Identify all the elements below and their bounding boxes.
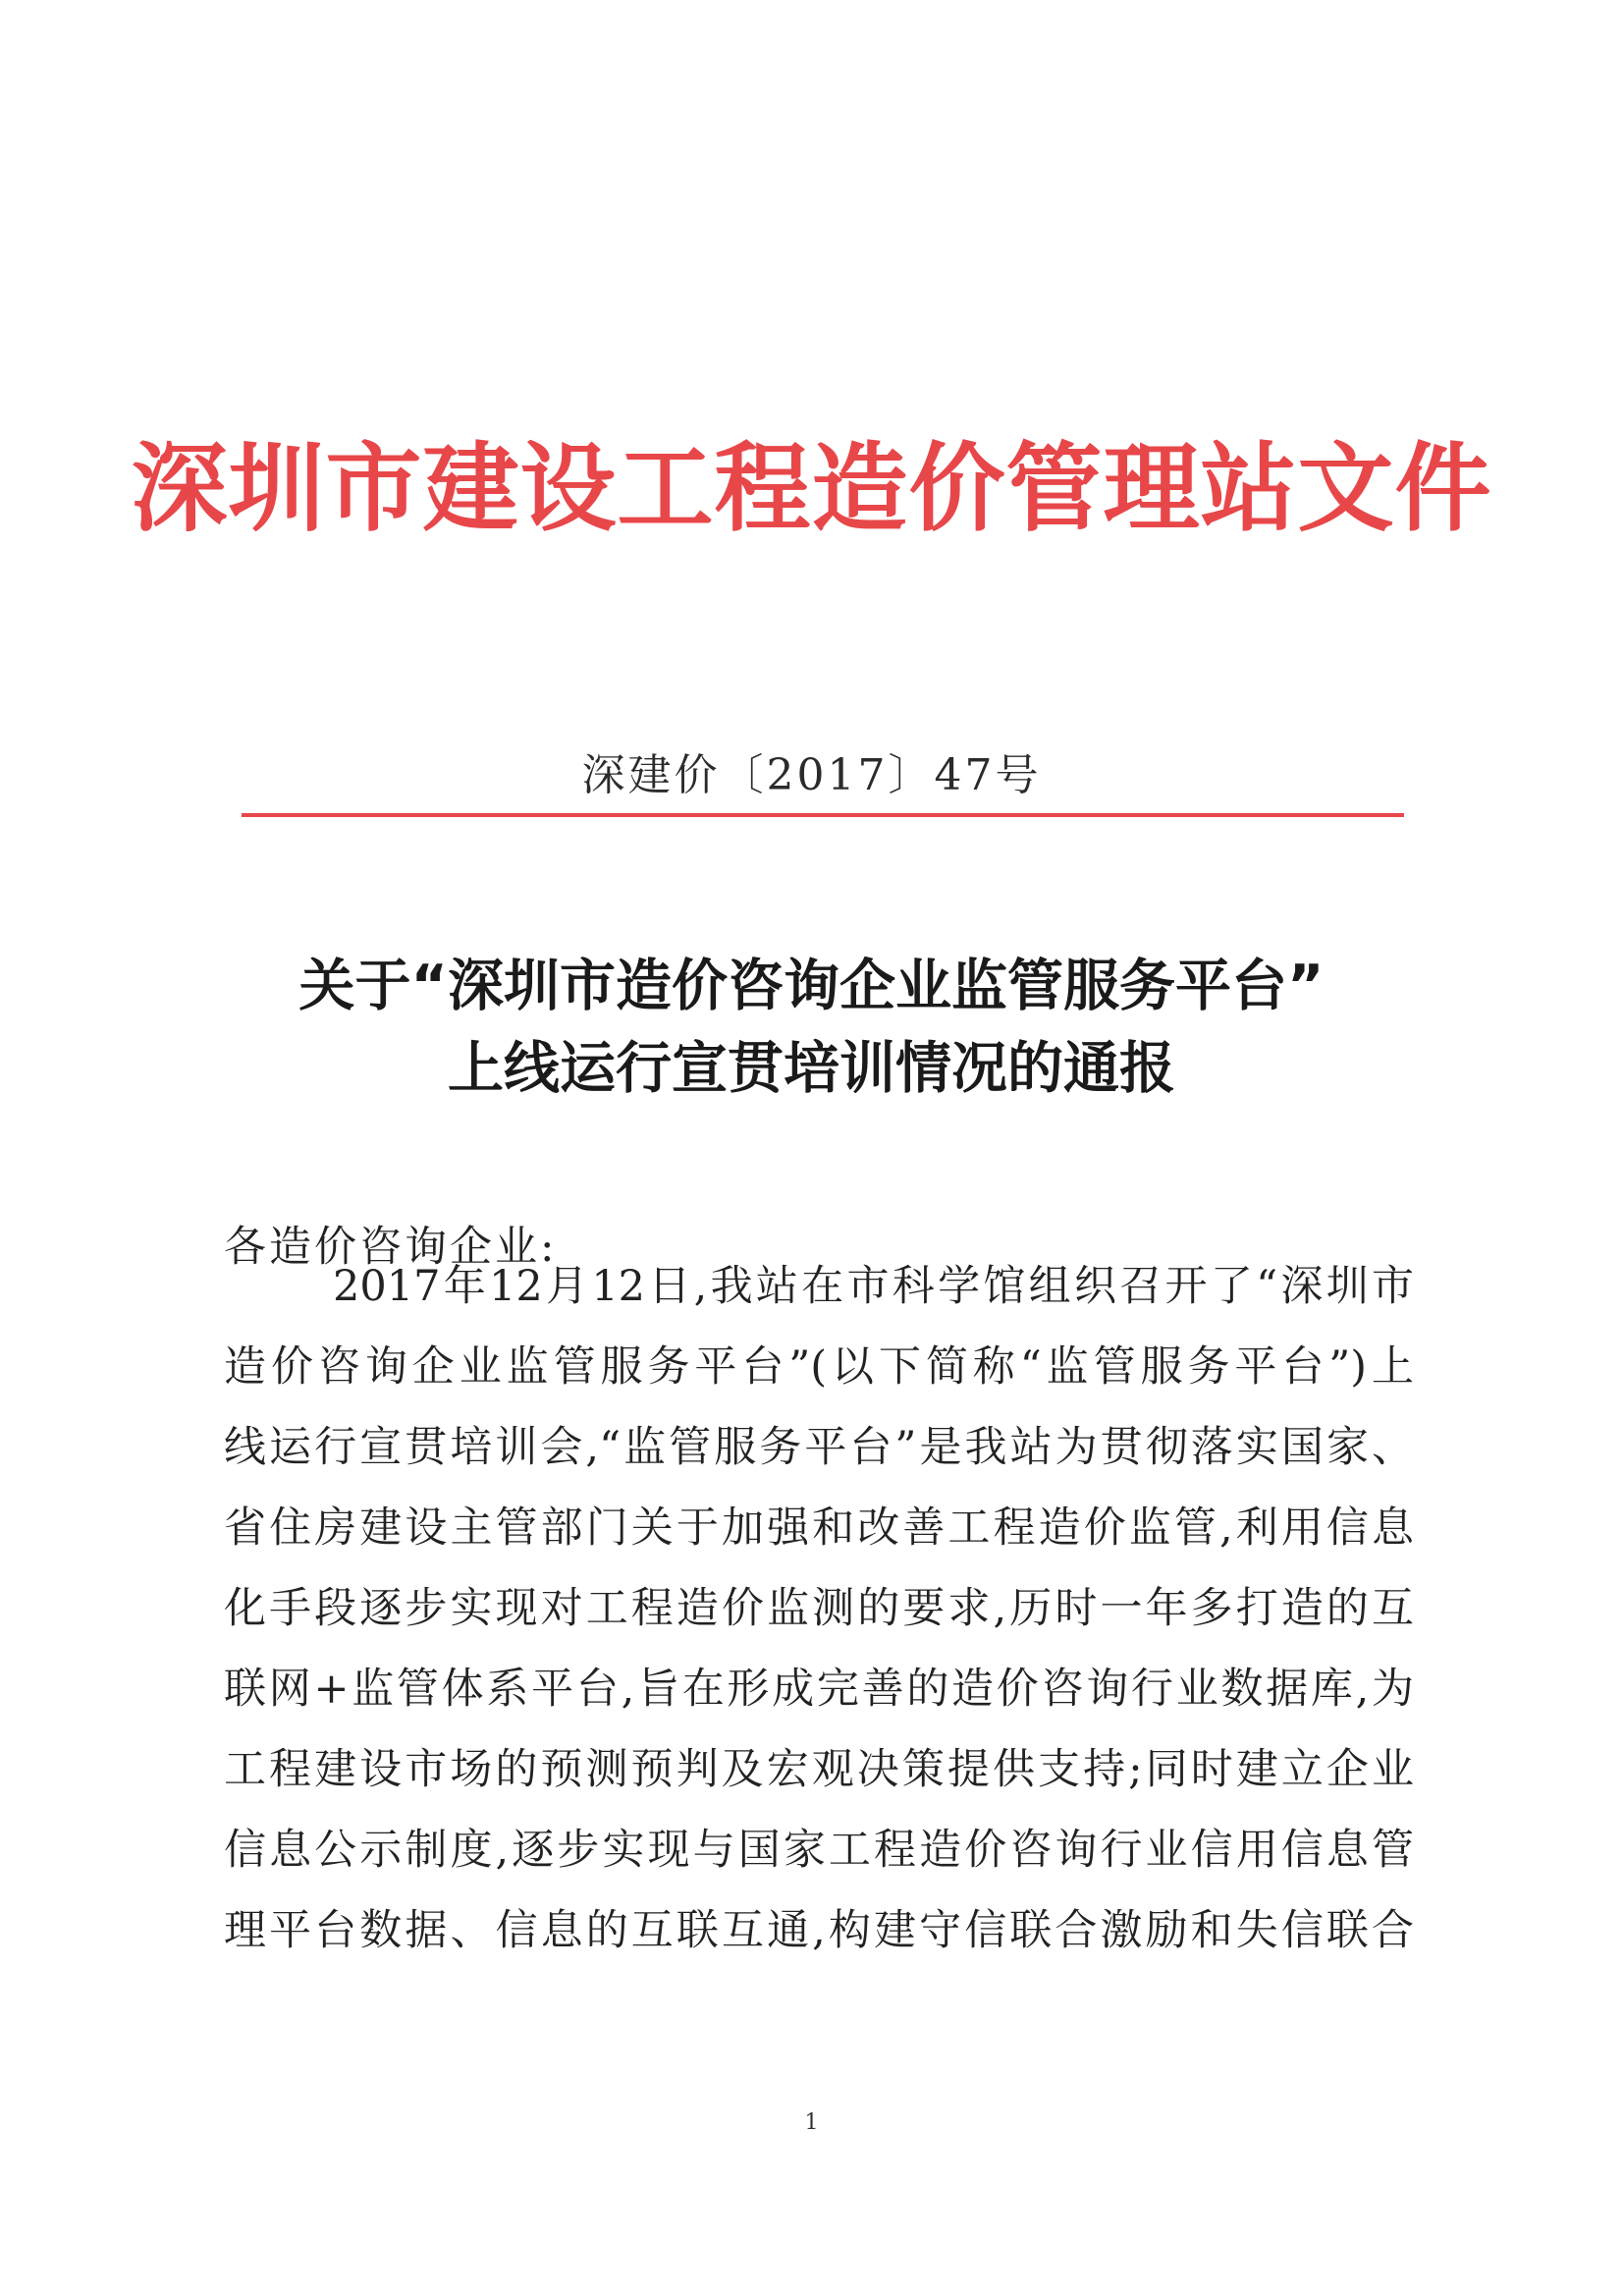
body-paragraph-line: 工程建设市场的预测预判及宏观决策提供支持;同时建立企业 (224, 1745, 1414, 1794)
salutation: 各造价咨询企业: (224, 1223, 558, 1272)
body-paragraph-line: 信息公示制度,逐步实现与国家工程造价咨询行业信用信息管 (224, 1826, 1414, 1875)
body-paragraph-line: 2017年12月12日,我站在市科学馆组织召开了“深圳市 (333, 1262, 1414, 1311)
issuer-header: 深圳市建设工程造价管理站文件 (131, 432, 1492, 545)
body-paragraph-line: 理平台数据、信息的互联互通,构建守信联合激励和失信联合 (224, 1906, 1414, 1955)
red-divider-line (242, 813, 1404, 817)
body-paragraph-line: 造价咨询企业监管服务平台”(以下简称“监管服务平台”)上 (224, 1342, 1414, 1392)
notice-title-line-2: 上线运行宣贯培训情况的通报 (448, 1036, 1175, 1101)
body-paragraph-line: 联网+监管体系平台,旨在形成完善的造价咨询行业数据库,为 (224, 1665, 1414, 1714)
body-paragraph-line: 化手段逐步实现对工程造价监测的要求,历时一年多打造的互 (224, 1584, 1414, 1633)
body-paragraph-line: 线运行宣贯培训会,“监管服务平台”是我站为贯彻落实国家、 (224, 1423, 1414, 1472)
document-number: 深建价〔2017〕47号 (581, 750, 1042, 800)
page-number: 1 (804, 2110, 819, 2135)
body-paragraph-line: 省住房建设主管部门关于加强和改善工程造价监管,利用信息 (224, 1503, 1414, 1553)
notice-title-line-1: 关于“深圳市造价咨询企业监管服务平台” (298, 954, 1325, 1018)
